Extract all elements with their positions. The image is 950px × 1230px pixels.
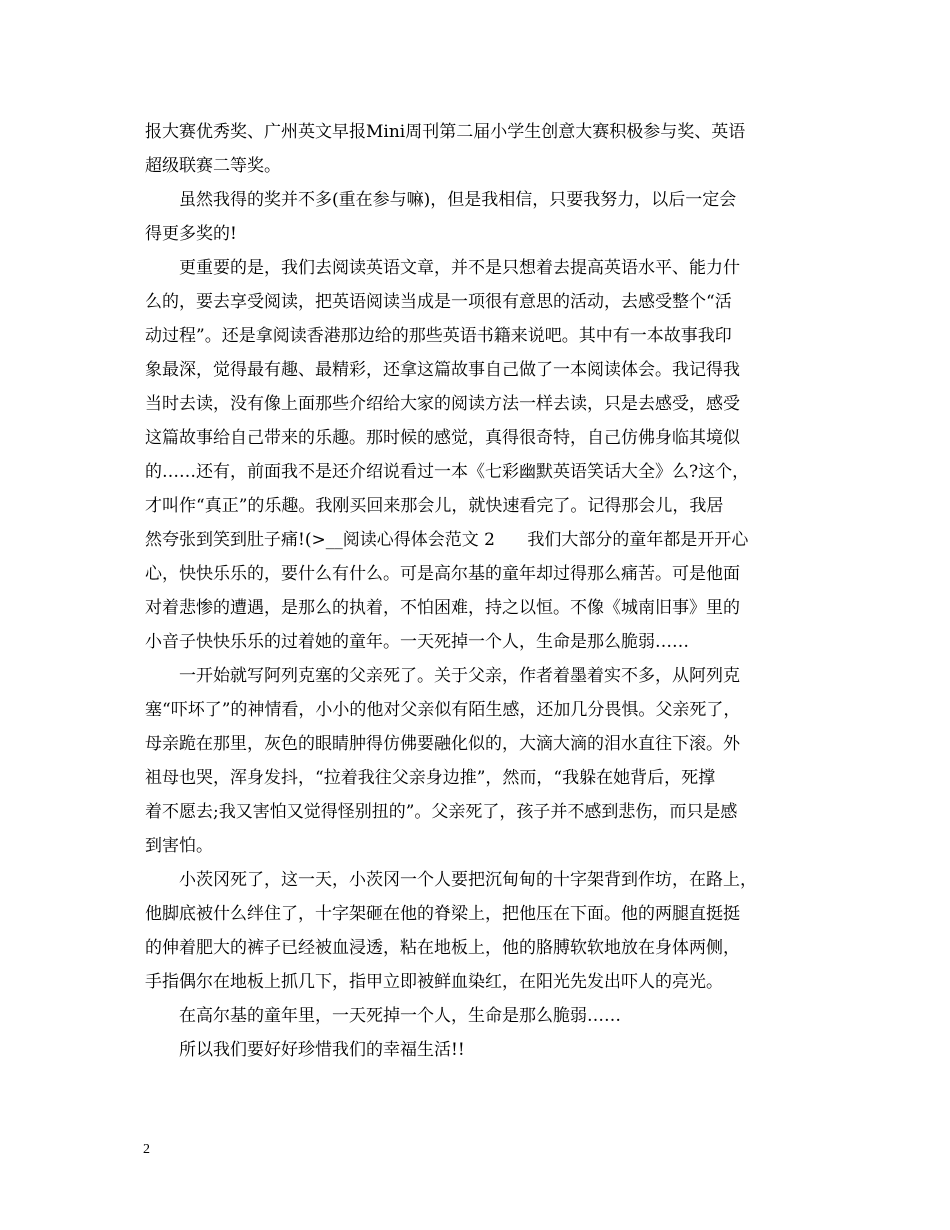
text-line: 对着悲惨的遭遇，是那么的执着，不怕困难，持之以恒。不像《城南旧事》里的 (145, 598, 740, 618)
text-line: 虽然我得的奖并不多(重在参与嘛)，但是我相信，只要我努力，以后一定会 (179, 190, 737, 210)
text-line: 所以我们要好好珍惜我们的幸福生活!! (179, 1040, 465, 1060)
text-line: 动过程”。还是拿阅读香港那边给的那些英语书籍来说吧。其中有一本故事我印 (145, 326, 732, 346)
text-line: 心，快快乐乐的，要什么有什么。可是高尔基的童年却过得那么痛苦。可是他面 (145, 564, 740, 584)
text-line: 才叫作“真正”的乐趣。我刚买回来那会儿，就快速看完了。记得那会儿，我居 (145, 496, 724, 516)
text-line: 这篇故事给自己带来的乐趣。那时候的感觉，真得很奇特，自己仿佛身临其境似 (145, 428, 740, 448)
text-line: 报大赛优秀奖、广州英文早报Mini周刊第二届小学生创意大赛积极参与奖、英语 (145, 122, 746, 142)
text-line: 一开始就写阿列克塞的父亲死了。关于父亲，作者着墨着实不多，从阿列克 (179, 666, 740, 686)
text-line: 塞“吓坏了”的神情看，小小的他对父亲似有陌生感，还加几分畏惧。父亲死了， (145, 700, 741, 720)
text-line: 他脚底被什么绊住了，十字架砸在他的脊梁上，把他压在下面。他的两腿直挺挺 (145, 904, 740, 924)
text-line: 手指偶尔在地板上抓几下，指甲立即被鲜血染红，在阳光先发出吓人的亮光。 (145, 972, 723, 992)
text-line: 象最深，觉得最有趣、最精彩，还拿这篇故事自己做了一本阅读体会。我记得我 (145, 360, 740, 380)
text-line: 当时去读，没有像上面那些介绍给大家的阅读方法一样去读，只是去感受，感受 (145, 394, 740, 414)
text-line: 在高尔基的童年里，一天死掉一个人，生命是那么脆弱…… (179, 1006, 621, 1026)
page-number: 2 (143, 1142, 150, 1157)
text-line: 超级联赛二等奖。 (145, 156, 281, 176)
text-line: 的……还有，前面我不是还介绍说看过一本《七彩幽默英语笑话大全》么?这个， (145, 462, 750, 482)
text-line: 到害怕。 (145, 836, 213, 856)
text-line: 然夸张到笑到肚子痛!(>__阅读心得体会范文 2 我们大部分的童年都是开开心 (145, 530, 749, 550)
text-line: 着不愿去;我又害怕又觉得怪别扭的”。父亲死了，孩子并不感到悲伤，而只是感 (145, 802, 738, 822)
text-line: 的伸着肥大的裤子已经被血浸透，粘在地板上，他的胳膊软软地放在身体两侧， (145, 938, 740, 958)
text-line: 更重要的是，我们去阅读英语文章，并不是只想着去提高英语水平、能力什 (179, 258, 740, 278)
text-line: 么的，要去享受阅读，把英语阅读当成是一项很有意思的活动，去感受整个“活 (145, 292, 732, 312)
text-line: 母亲跪在那里，灰色的眼睛肿得仿佛要融化似的，大滴大滴的泪水直往下滚。外 (145, 734, 740, 754)
text-line: 得更多奖的! (145, 224, 237, 244)
text-line: 小茨冈死了，这一天，小茨冈一个人要把沉甸甸的十字架背到作坊，在路上， (179, 870, 757, 890)
text-line: 小音子快快乐乐的过着她的童年。一天死掉一个人，生命是那么脆弱…… (145, 632, 689, 652)
text-line: 祖母也哭，浑身发抖，“拉着我往父亲身边推”，然而，“我躲在她背后，死撑 (145, 768, 716, 788)
